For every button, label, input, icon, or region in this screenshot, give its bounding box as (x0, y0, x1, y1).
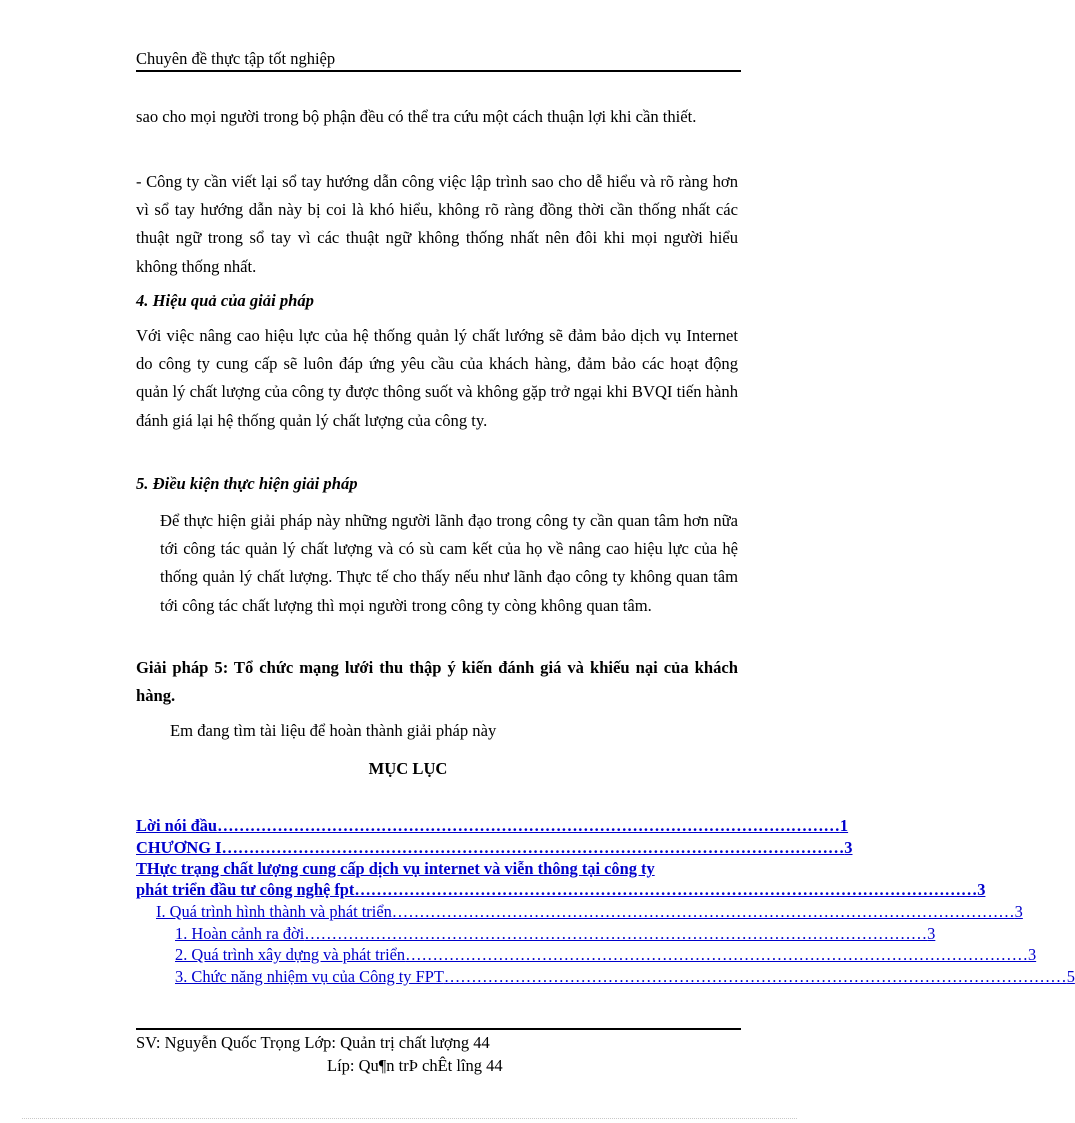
toc-entry[interactable] (175, 923, 936, 944)
toc-entry-text: 1. Hoàn cảnh ra đời (175, 924, 305, 943)
heading-section-4: 4. Hiệu quả của giải pháp (136, 291, 314, 310)
toc-page-number: 3 (927, 924, 936, 943)
toc-entry-text: I. Quá trình hình thành và phát triển (156, 902, 392, 921)
toc-entry[interactable] (156, 901, 1023, 922)
toc-leader: …………………………………………………………………………………………………… (443, 967, 1067, 986)
toc-page-number: 1 (839, 816, 849, 835)
paragraph-2: - Công ty cần viết lại sổ tay hướng dẫn công việc lập trình sao cho dễ hiểu và rõ ràng hơn vì sổ tay hướng dẫn này bị coi là khó hiểu, không rõ ràng đồng thời cần thống nhất các thuật ngữ trong sổ tay vì các thuật ngữ không thống nhất nên đôi khi mọi người hiểu không thống nhất. (136, 172, 738, 276)
toc-entry[interactable] (136, 858, 738, 879)
paragraph-3: Với việc nâng cao hiệu lực của hệ thống quản lý chất lướng sẽ đảm bảo dịch vụ Internet do công ty cung cấp sẽ luôn đáp ứng yêu cầu của khách hàng, đảm bảo các hoạt động quản lý chất lượng của công ty được thông suốt và không gặp trở ngại khi BVQI tiến hành đánh giá lại hệ thống quản lý chất lượng của công ty. (136, 326, 738, 430)
note-text: Em đang tìm tài liệu để hoàn thành giải pháp này (170, 721, 497, 740)
toc-entry[interactable] (136, 815, 849, 836)
toc-leader: …………………………………………………………………………………………………… (354, 880, 978, 899)
footer-student-line: SV: Nguyễn Quốc Trọng Lớp: Quản trị chất lượng 44 (136, 1033, 490, 1052)
toc-leader: …………………………………………………………………………………………………… (391, 902, 1015, 921)
toc-page-number: 3 (1014, 902, 1023, 921)
paragraph-1: sao cho mọi người trong bộ phận đều có thể tra cứu một cách thuận lợi khi cần thiết. (136, 107, 697, 126)
toc-entry[interactable] (136, 879, 986, 900)
footer-rule (136, 1028, 741, 1030)
toc-page-number: 5 (1066, 967, 1075, 986)
toc-page-number: 3 (1027, 945, 1037, 964)
toc-leader: …………………………………………………………………………………………………… (405, 945, 1028, 964)
toc-entry-text: 2. Quá trình xây dựng và phát triển (175, 945, 406, 964)
toc-leader: …………………………………………………………………………………………………… (221, 838, 845, 857)
toc-entry-text: Lời nói đầu (136, 816, 218, 835)
toc-entry-text: phát triển đầu tư công nghệ fpt (136, 880, 355, 899)
paragraph-4: Để thực hiện giải pháp này những người lãnh đạo trong công ty cần quan tâm hơn nữa tới công tác quản lý chất lượng và có sù cam kết của họ về nâng cao hiệu lực của hệ thống quản lý chất lượng. Thực tế cho thấy nếu như lãnh đạo công ty không quan tâm tới công tác chất lượng thì mọi người trong công ty còng không quan tâm. (160, 511, 738, 615)
toc-leader: …………………………………………………………………………………………………… (304, 924, 928, 943)
toc-page-number: 3 (844, 838, 853, 857)
header-rule (136, 70, 741, 72)
toc-title: MỤC LỤC (368, 759, 448, 778)
toc-entry-text: 3. Chức năng nhiệm vụ của Công ty FPT (175, 967, 444, 986)
toc-entry[interactable] (136, 837, 853, 858)
solution-5-heading: Giải pháp 5: Tổ chức mạng lưới thu thập ý kiến đánh giá và khiếu nại của khách hàng. (136, 658, 738, 706)
toc-page-number: 3 (977, 880, 986, 899)
toc-leader: …………………………………………………………………………………………………… (217, 816, 840, 835)
toc-entry-text: CHƯƠNG I (136, 838, 222, 857)
toc-entry[interactable] (175, 944, 1037, 965)
footer-class-line: Líp: Qu¶n trÞ chÊt lîng 44 (327, 1056, 503, 1075)
toc-entry[interactable] (175, 966, 1075, 987)
toc-entry-text: THực trạng chất lượng cung cấp dịch vụ internet và viễn thông tại công ty (136, 859, 655, 878)
heading-section-5: 5. Điều kiện thực hiện giải pháp (136, 474, 358, 493)
page-bottom-dotted-border (22, 1118, 797, 1119)
page-header: Chuyên đề thực tập tốt nghiệp (136, 49, 336, 68)
